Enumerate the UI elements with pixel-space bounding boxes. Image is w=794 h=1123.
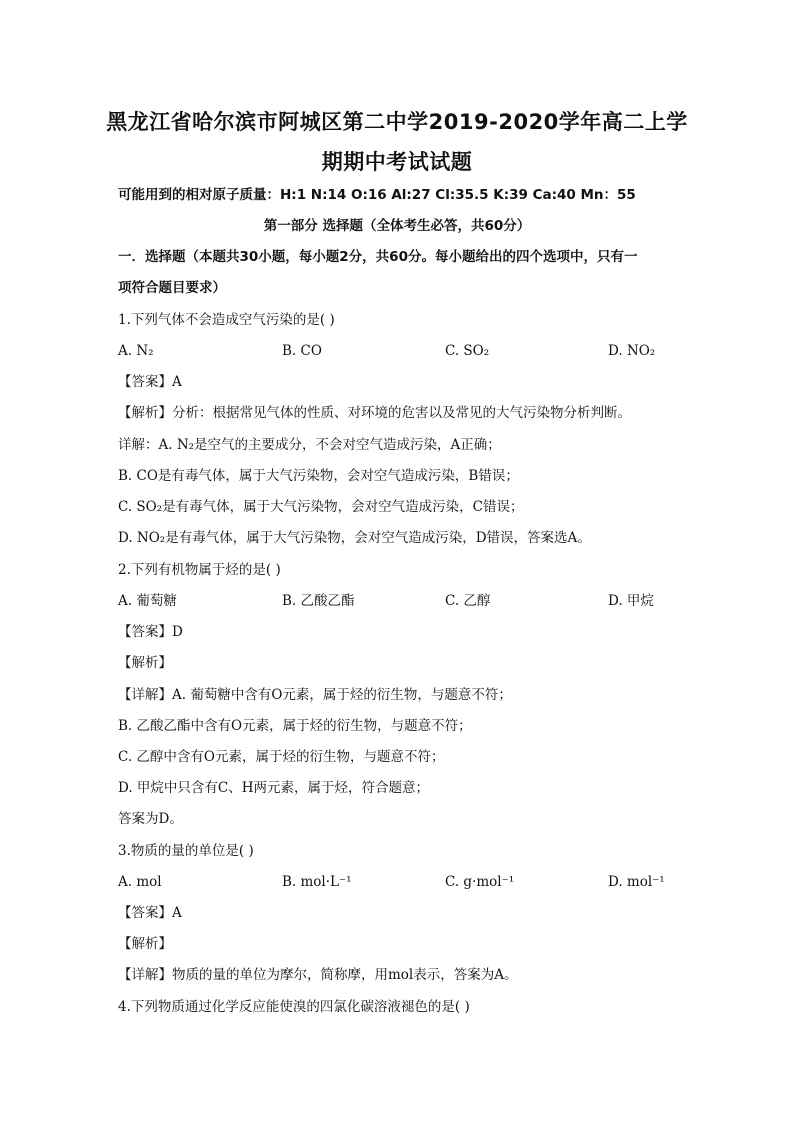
question-1-option-a: A. N₂	[118, 343, 154, 359]
question-1-detail: D. NO₂是有毒气体，属于大气污染物，会对空气造成污染，D错误，答案选A。	[118, 530, 591, 546]
question-2-detail: C. 乙醇中含有O元素，属于烃的衍生物，与题意不符；	[118, 749, 445, 765]
question-3-analysis-label: 【解析】	[118, 936, 172, 952]
question-3-answer: 【答案】A	[118, 905, 182, 921]
question-1-detail: B. CO是有毒气体，属于大气污染物，会对空气造成污染，B错误；	[118, 468, 519, 484]
question-2-option-d: D. 甲烷	[608, 593, 654, 609]
question-3-stem: 3.物质的量的单位是( )	[118, 843, 254, 859]
question-2-option-c: C. 乙醇	[445, 593, 491, 609]
question-3-option-d: D. mol⁻¹	[608, 874, 665, 890]
document-title-line-2: 期期中考试试题	[321, 150, 473, 174]
instructions-line-1: 一．选择题（本题共30小题，每小题2分，共60分。每小题给出的四个选项中，只有一	[118, 249, 638, 265]
question-1-option-d: D. NO₂	[608, 343, 656, 359]
question-1-option-b: B. CO	[282, 343, 322, 359]
question-2-detail: B. 乙酸乙酯中含有O元素，属于烃的衍生物，与题意不符；	[118, 718, 472, 734]
instructions-line-2: 项符合题目要求）	[118, 280, 226, 296]
section-title: 第一部分 选择题（全体考生必答，共60分）	[263, 218, 531, 234]
question-3-option-c: C. g·mol⁻¹	[445, 874, 515, 890]
question-2-option-b: B. 乙酸乙酯	[282, 593, 355, 609]
question-3-option-a: A. mol	[118, 874, 162, 890]
question-2-option-a: A. 葡萄糖	[118, 593, 177, 609]
question-2-analysis-label: 【解析】	[118, 655, 172, 671]
document-title-line-1: 黑龙江省哈尔滨市阿城区第二中学2019-2020学年高二上学	[106, 110, 688, 134]
question-3-detail: 【详解】物质的量的单位为摩尔，简称摩，用mol表示，答案为A。	[118, 967, 518, 983]
question-1-detail: C. SO₂是有毒气体，属于大气污染物，会对空气造成污染，C错误；	[118, 499, 524, 515]
question-2-detail: 【详解】A. 葡萄糖中含有O元素，属于烃的衍生物，与题意不符；	[118, 687, 512, 703]
question-3-option-b: B. mol·L⁻¹	[282, 874, 352, 890]
question-1-analysis: 【解析】分析：根据常见气体的性质、对环境的危害以及常见的大气污染物分析判断。	[118, 405, 631, 421]
question-1-answer: 【答案】A	[118, 374, 182, 390]
atomic-masses: 可能用到的相对原子质量：H:1 N:14 O:16 Al:27 Cl:35.5 K:39 Ca:40 Mn：55	[118, 187, 636, 203]
question-1-stem: 1.下列气体不会造成空气污染的是( )	[118, 312, 335, 328]
question-2-answer: 【答案】D	[118, 624, 183, 640]
question-1-option-c: C. SO₂	[445, 343, 490, 359]
question-2-detail: D. 甲烷中只含有C、H两元素，属于烃，符合题意；	[118, 780, 430, 796]
question-2-stem: 2.下列有机物属于烃的是( )	[118, 562, 281, 578]
question-2-detail: 答案为D。	[118, 811, 183, 827]
question-4-stem: 4.下列物质通过化学反应能使溴的四氯化碳溶液褪色的是( )	[118, 999, 470, 1015]
question-1-detail: 详解：A. N₂是空气的主要成分，不会对空气造成污染，A正确；	[118, 437, 501, 453]
